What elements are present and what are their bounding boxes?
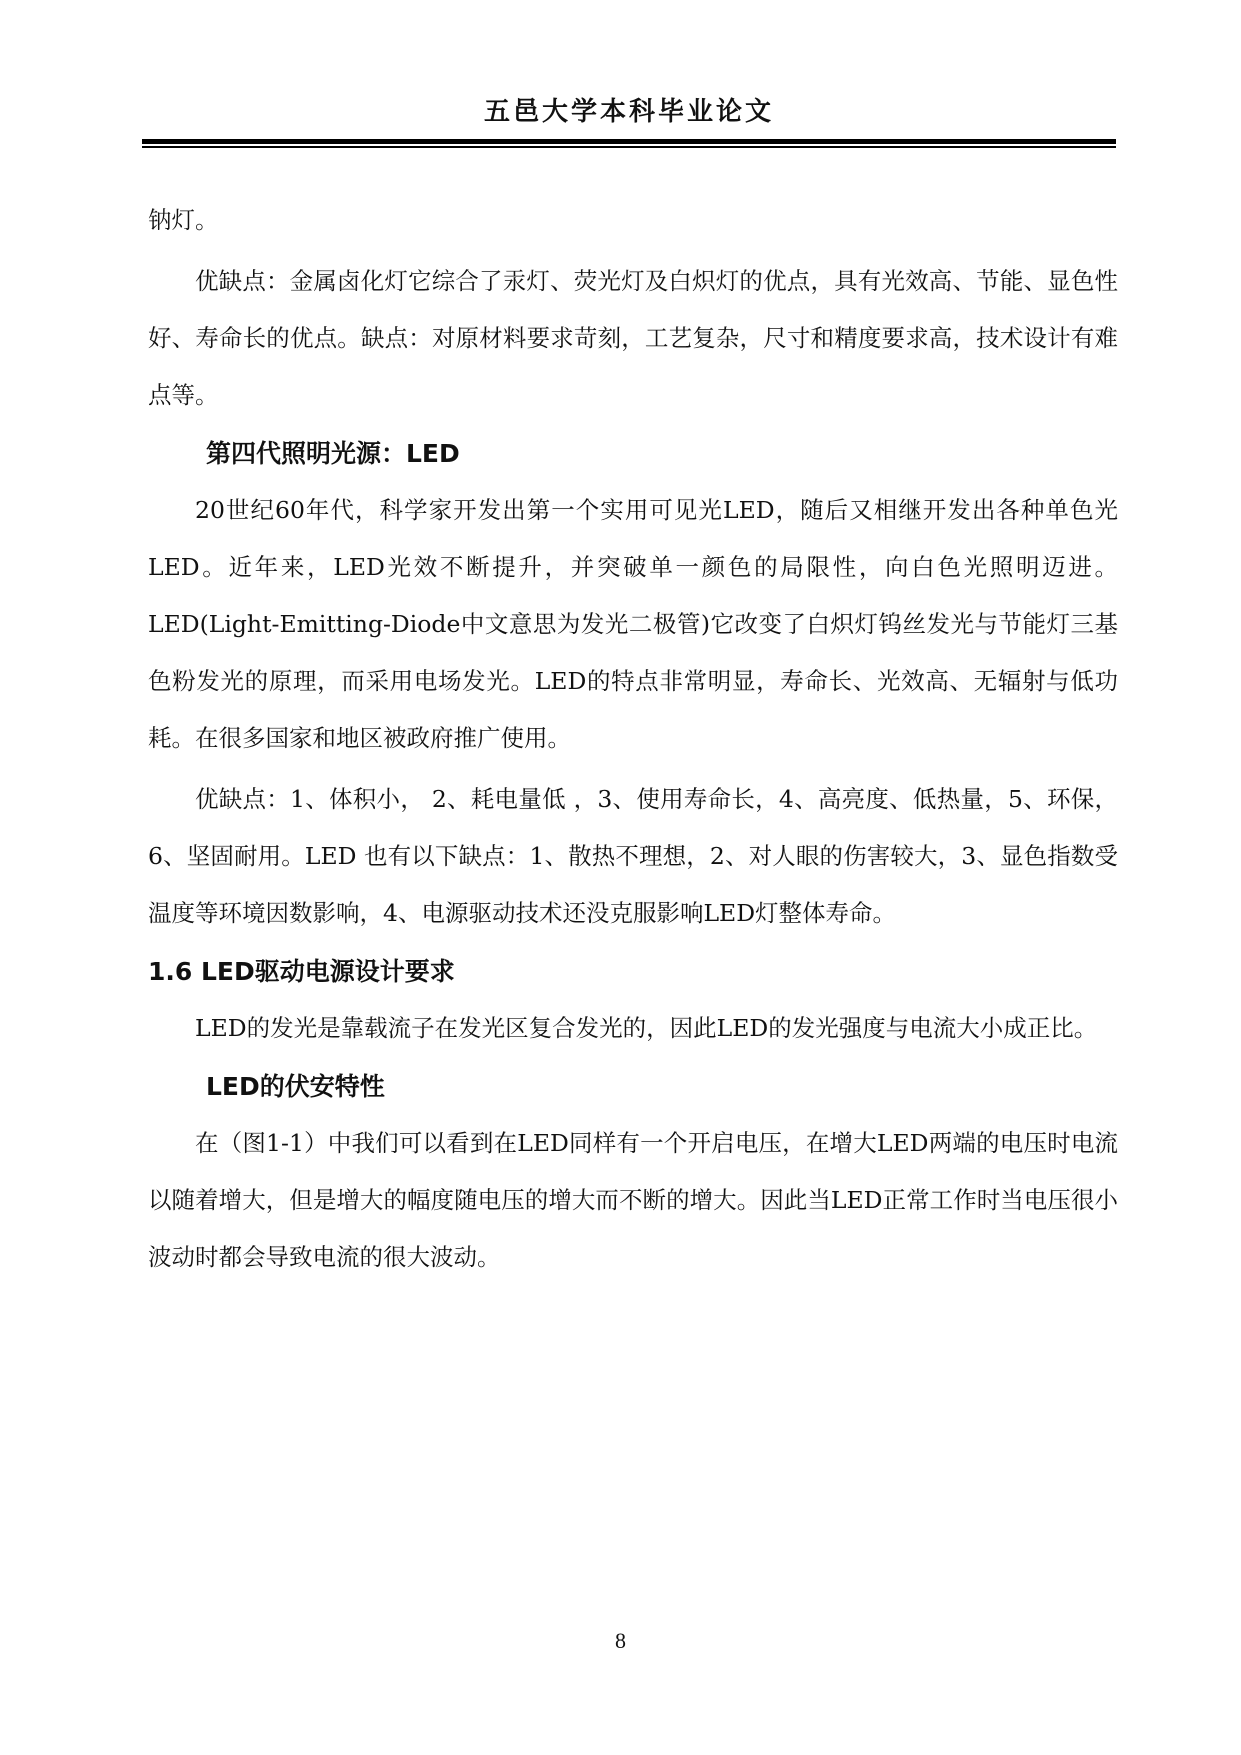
paragraph-led-history: 20世纪60年代，科学家开发出第一个实用可见光LED，随后又相继开发出各种单色光LED。近年来，LED光效不断提升，并突破单一颜色的局限性，向白色光照明迈进。LED(Light-Emitting-Diode中文意思为发光二极管)它改变了白炽灯钨丝发光与节能灯三基色粉发光的原理，而采用电场发光。LED的特点非常明显，寿命长、光效高、无辐射与低功耗。在很多国家和地区被政府推广使用。 [148, 496, 1118, 752]
paragraph-led-luminescence: LED的发光是靠载流子在发光区复合发光的，因此LED的发光强度与电流大小成正比。 [195, 1014, 1098, 1042]
heading-led-iv-characteristics: LED的伏安特性 [206, 1072, 385, 1101]
header-rule-thin [142, 146, 1116, 148]
paragraph-sodium-lamp-end: 钠灯。 [148, 206, 219, 234]
paragraph-led-iv-description: 在（图1-1）中我们可以看到在LED同样有一个开启电压，在增大LED两端的电压时电流以随着增大，但是增大的幅度随电压的增大而不断的增大。因此当LED正常工作时当电压很小波动时都会导致电流的很大波动。 [148, 1129, 1118, 1271]
paragraph-led-pros-cons: 优缺点：1、体积小， 2、耗电量低 ，3、使用寿命长，4、高亮度、低热量，5、环保，6、坚固耐用。LED 也有以下缺点：1、散热不理想，2、对人眼的伤害较大，3、显色指数受温度等环境因数影响，4、电源驱动技术还没克服影响LED灯整体寿命。 [148, 785, 1118, 927]
header-rule-thick [142, 139, 1116, 144]
document-header-title: 五邑大学本科毕业论文 [483, 97, 774, 127]
heading-section-1-6: 1.6 LED驱动电源设计要求 [148, 957, 455, 986]
page-body [148, 192, 1118, 1286]
paragraph-metal-halide-pros-cons: 优缺点：金属卤化灯它综合了汞灯、荧光灯及白炽灯的优点，具有光效高、节能、显色性好、寿命长的优点。缺点：对原材料要求苛刻，工艺复杂，尺寸和精度要求高，技术设计有难点等。 [148, 267, 1118, 409]
page-number: 8 [615, 1628, 626, 1653]
heading-fourth-gen-led: 第四代照明光源：LED [206, 439, 460, 468]
